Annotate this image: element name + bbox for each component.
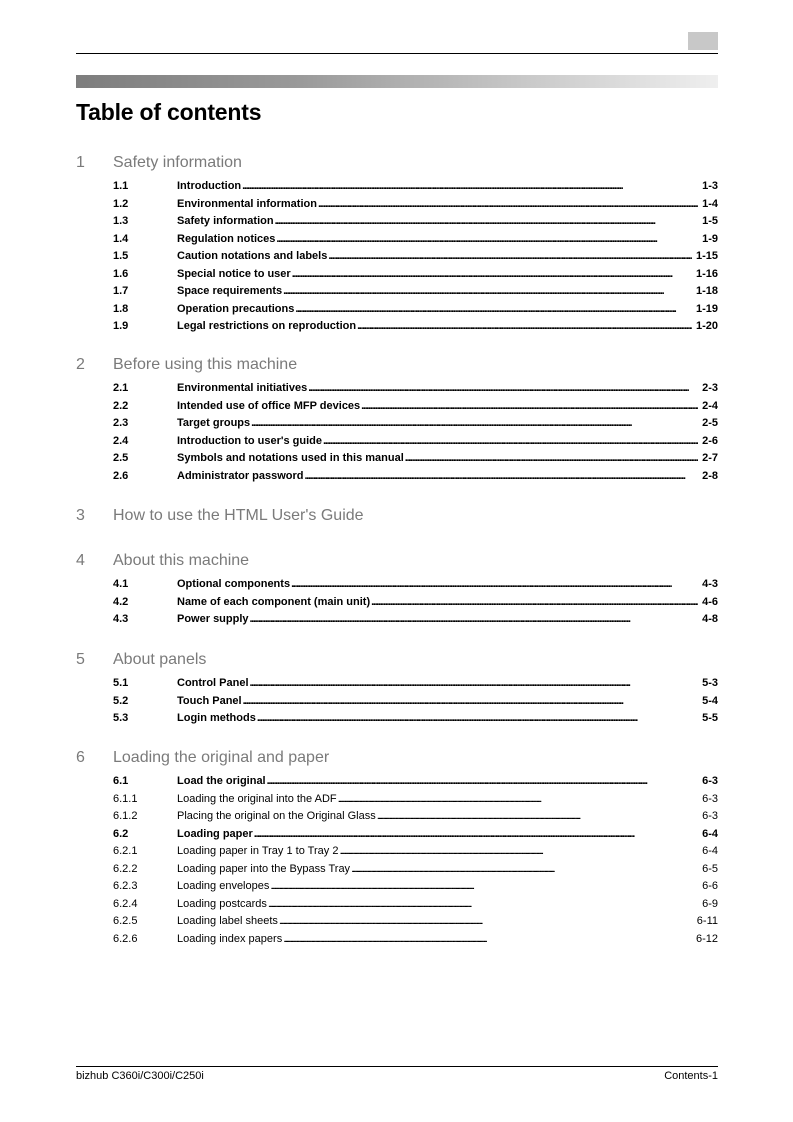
- toc-entry-leader-line: [177, 773, 718, 791]
- dot-leader: [267, 773, 698, 791]
- dot-leader: [283, 283, 692, 301]
- dot-leader: [308, 380, 698, 398]
- toc-entry-number: 2.5: [113, 452, 129, 464]
- toc-entry-leader-line: [177, 433, 718, 451]
- toc-entry-title: Loading paper into the Bypass Tray: [177, 862, 351, 875]
- toc-entry[interactable]: [76, 861, 718, 879]
- toc-entry-page: 5-4: [702, 694, 718, 707]
- toc-entry-page: 6-12: [695, 932, 718, 945]
- toc-entry-page: 2-7: [702, 452, 718, 464]
- dot-leader: [318, 196, 698, 214]
- toc-entry-leader-line: [177, 196, 718, 214]
- chapter-entries: [76, 675, 718, 728]
- dot-leader: [242, 178, 698, 196]
- toc-entry-page: 6-6: [702, 880, 718, 892]
- toc-entry-page: 1-20: [695, 320, 718, 332]
- toc-entry-number: 6.2.1: [113, 845, 138, 857]
- chapter-heading[interactable]: [76, 651, 718, 673]
- toc-entry[interactable]: [76, 380, 718, 398]
- dot-leader: [283, 931, 692, 949]
- footer-page-label: Contents-1: [664, 1070, 718, 1082]
- toc-entry-leader-line: [177, 896, 718, 914]
- toc-entry-page: 2-3: [702, 382, 718, 394]
- chapter-number: 6: [76, 749, 85, 766]
- chapter-heading[interactable]: [76, 154, 718, 176]
- toc-entry-leader-line: [177, 415, 718, 433]
- toc-entry-leader-line: [177, 380, 718, 398]
- toc-entry-number: 5.2: [113, 694, 129, 707]
- chapter-heading[interactable]: [76, 356, 718, 378]
- toc-entry-title: Intended use of office MFP devices: [177, 399, 361, 412]
- toc-entry-leader-line: [177, 693, 718, 711]
- toc-entry-title: Introduction to user's guide: [177, 434, 323, 447]
- header-corner-box: [688, 32, 718, 50]
- toc-entry-number: 6.1: [113, 775, 129, 787]
- toc-entry-title: Loading the original into the ADF: [177, 792, 337, 805]
- toc-entry[interactable]: [76, 415, 718, 433]
- toc-entry[interactable]: [76, 231, 718, 249]
- toc-entry[interactable]: [76, 248, 718, 266]
- toc-entry[interactable]: [76, 878, 718, 896]
- toc-entry-title: Login methods: [177, 712, 256, 724]
- dot-leader: [276, 231, 698, 249]
- chapter-entries: [76, 576, 718, 629]
- toc-entry-number: 6.2.2: [113, 862, 138, 875]
- toc-entry-title: Optional components: [177, 578, 291, 590]
- toc-entry[interactable]: [76, 398, 718, 416]
- toc-entry-page: 1-18: [695, 285, 718, 297]
- toc-entry-title: Power supply: [177, 613, 249, 625]
- toc-entry-number: 1.6: [113, 267, 129, 280]
- toc-entry-title: Environmental information: [177, 197, 317, 210]
- toc-entry-leader-line: [177, 213, 718, 231]
- toc-entry-number: 5.1: [113, 677, 129, 689]
- footer-rule: [76, 1066, 718, 1067]
- toc-entry-leader-line: [177, 710, 718, 728]
- page-title: Table of contents: [76, 99, 262, 125]
- chapter-title: About this machine: [113, 552, 250, 569]
- toc-entry-leader-line: [177, 248, 718, 266]
- toc-entry-leader-line: [177, 843, 718, 861]
- chapter-1: [76, 154, 718, 336]
- toc-entry[interactable]: [76, 913, 718, 931]
- dot-leader: [305, 468, 699, 486]
- toc-entry-page: 6-4: [702, 845, 718, 857]
- toc-entry[interactable]: [76, 196, 718, 214]
- toc-entry-title: Special notice to user: [177, 267, 291, 280]
- toc-entry-leader-line: [177, 861, 718, 879]
- toc-entry-page: 4-3: [702, 578, 718, 590]
- toc-entry-number: 1.8: [113, 302, 129, 315]
- dot-leader: [377, 808, 698, 826]
- toc-entry-number: 2.4: [113, 434, 129, 447]
- toc-entry-number: 6.2.6: [113, 932, 138, 945]
- header-rule: [76, 53, 718, 54]
- toc-entry-number: 5.3: [113, 712, 129, 724]
- toc-entry[interactable]: [76, 266, 718, 284]
- toc-entry-page: 6-4: [702, 827, 718, 840]
- toc-entry-number: 6.2: [113, 827, 129, 840]
- toc-entry-number: 1.1: [113, 180, 129, 192]
- dot-leader: [371, 594, 698, 612]
- chapter-entries: [76, 178, 718, 336]
- toc-entry-number: 6.1.1: [113, 792, 138, 805]
- toc-entry-leader-line: [177, 791, 718, 809]
- chapter-number: 4: [76, 552, 85, 569]
- dot-leader: [405, 450, 698, 468]
- toc-entry-title: Environmental initiatives: [177, 382, 308, 394]
- chapter-number: 3: [76, 507, 85, 524]
- dot-leader: [339, 843, 698, 861]
- dot-leader: [279, 913, 693, 931]
- toc-entry-title: Introduction: [177, 180, 242, 192]
- toc-entry-page: 6-3: [702, 810, 718, 822]
- toc-entry-title: Touch Panel: [177, 694, 242, 707]
- toc-entry-page: 2-4: [702, 399, 718, 412]
- chapter-number: 5: [76, 651, 85, 668]
- toc-entry-number: 1.3: [113, 215, 129, 227]
- toc-entry-title: Symbols and notations used in this manual: [177, 452, 404, 464]
- chapter-2: [76, 356, 718, 485]
- toc-entry[interactable]: [76, 710, 718, 728]
- dot-leader: [338, 791, 698, 809]
- toc-entry-leader-line: [177, 594, 718, 612]
- dot-leader: [250, 611, 699, 629]
- toc-entry-title: Legal restrictions on reproduction: [177, 320, 357, 332]
- header-gradient-bar: [76, 75, 718, 88]
- chapter-heading[interactable]: [76, 507, 718, 529]
- toc-entry-page: 5-3: [702, 677, 718, 689]
- toc-entry-number: 2.3: [113, 417, 129, 429]
- toc-entry[interactable]: [76, 450, 718, 468]
- dot-leader: [292, 266, 692, 284]
- toc-entry-title: Administrator password: [177, 469, 304, 482]
- chapter-title: Safety information: [113, 154, 242, 171]
- toc-entry-title: Loading index papers: [177, 932, 283, 945]
- toc-entry-leader-line: [177, 398, 718, 416]
- toc-entry-leader-line: [177, 231, 718, 249]
- toc-entry[interactable]: [76, 301, 718, 319]
- toc-entry-page: 6-3: [702, 792, 718, 805]
- toc-entry-title: Caution notations and labels: [177, 250, 328, 262]
- chapter-heading[interactable]: [76, 749, 718, 771]
- toc-entry-page: 1-3: [702, 180, 718, 192]
- chapter-3: [76, 507, 718, 529]
- toc-entry-page: 4-6: [702, 595, 718, 608]
- chapter-title: Loading the original and paper: [113, 749, 330, 766]
- toc-entry-title: Placing the original on the Original Glass: [177, 810, 376, 822]
- chapter-title: Before using this machine: [113, 356, 298, 373]
- toc-entry-leader-line: [177, 808, 718, 826]
- dot-leader: [295, 301, 692, 319]
- toc-entry-leader-line: [177, 576, 718, 594]
- chapter-heading[interactable]: [76, 552, 718, 574]
- toc-entry-number: 1.9: [113, 320, 129, 332]
- toc-entry-page: 6-11: [696, 915, 718, 927]
- toc-entry-number: 4.1: [113, 578, 129, 590]
- dot-leader: [268, 896, 698, 914]
- toc-entry-leader-line: [177, 931, 718, 949]
- chapter-title: How to use the HTML User's Guide: [113, 507, 364, 524]
- dot-leader: [275, 213, 699, 231]
- toc-entry[interactable]: [76, 931, 718, 949]
- toc-entry-leader-line: [177, 178, 718, 196]
- toc-entry[interactable]: [76, 808, 718, 826]
- toc-entry-page: 6-9: [702, 897, 718, 910]
- chapter-number: 2: [76, 356, 85, 373]
- toc-entry-page: 1-9: [702, 232, 718, 245]
- toc-entry-title: Loading envelopes: [177, 880, 270, 892]
- toc-entry[interactable]: [76, 611, 718, 629]
- toc-entry-page: 5-5: [702, 712, 718, 724]
- toc-entry-page: 2-8: [702, 469, 718, 482]
- dot-leader: [243, 693, 699, 711]
- toc-entry-page: 4-8: [702, 613, 718, 625]
- toc-entry-page: 1-4: [702, 197, 718, 210]
- toc-entry-leader-line: [177, 878, 718, 896]
- footer-model: bizhub C360i/C300i/C250i: [76, 1070, 204, 1082]
- dot-leader: [257, 710, 698, 728]
- toc-entry-number: 1.7: [113, 285, 129, 297]
- toc-entry-number: 4.3: [113, 613, 129, 625]
- dot-leader: [270, 878, 698, 896]
- toc-entry-title: Loading paper: [177, 827, 253, 840]
- toc-entry[interactable]: [76, 594, 718, 612]
- toc-entry[interactable]: [76, 773, 718, 791]
- toc-entry[interactable]: [76, 791, 718, 809]
- toc-entry-page: 1-16: [695, 267, 718, 280]
- toc-entry[interactable]: [76, 896, 718, 914]
- toc-entry-leader-line: [177, 318, 718, 336]
- toc-entry-number: 2.2: [113, 399, 129, 412]
- chapter-entries: [76, 380, 718, 485]
- toc-entry-leader-line: [177, 468, 718, 486]
- toc-entry-leader-line: [177, 450, 718, 468]
- chapter-title: About panels: [113, 651, 207, 668]
- toc-entry-page: 2-5: [702, 417, 718, 429]
- toc-entry-title: Loading label sheets: [177, 915, 278, 927]
- dot-leader: [291, 576, 698, 594]
- toc-entry-title: Load the original: [177, 775, 266, 787]
- toc-entry-page: 1-19: [695, 302, 718, 315]
- toc-entry-number: 1.5: [113, 250, 129, 262]
- dot-leader: [361, 398, 698, 416]
- toc-entry[interactable]: [76, 178, 718, 196]
- toc-entry-title: Space requirements: [177, 285, 283, 297]
- toc-entry[interactable]: [76, 826, 718, 844]
- toc-entry[interactable]: [76, 318, 718, 336]
- dot-leader: [254, 826, 698, 844]
- toc-entry-number: 1.4: [113, 232, 129, 245]
- toc-entry-title: Regulation notices: [177, 232, 276, 245]
- toc-entry-number: 6.2.5: [113, 915, 138, 927]
- chapter-entries: [76, 773, 718, 948]
- toc-entry[interactable]: [76, 433, 718, 451]
- toc-entry-page: 2-6: [702, 434, 718, 447]
- toc-entry-title: Safety information: [177, 215, 274, 227]
- toc-entry-title: Target groups: [177, 417, 251, 429]
- toc-entry-page: 6-3: [702, 775, 718, 787]
- chapter-4: [76, 552, 718, 629]
- dot-leader: [351, 861, 698, 879]
- toc-entry-title: Loading paper in Tray 1 to Tray 2: [177, 845, 339, 857]
- toc-entry-leader-line: [177, 283, 718, 301]
- chapter-5: [76, 651, 718, 728]
- toc-entry-number: 6.2.3: [113, 880, 138, 892]
- toc-entry-number: 4.2: [113, 595, 129, 608]
- dot-leader: [251, 415, 698, 433]
- toc-entry-page: 6-5: [702, 862, 718, 875]
- toc-entry-leader-line: [177, 913, 718, 931]
- toc-entry-leader-line: [177, 611, 718, 629]
- toc-entry-number: 2.1: [113, 382, 129, 394]
- toc-entry-number: 6.1.2: [113, 810, 138, 822]
- toc-entry-leader-line: [177, 826, 718, 844]
- dot-leader: [323, 433, 698, 451]
- toc-entry-page: 1-15: [695, 250, 718, 262]
- toc-entry[interactable]: [76, 468, 718, 486]
- toc-entry-title: Name of each component (main unit): [177, 595, 371, 608]
- toc-entry-page: 1-5: [702, 215, 718, 227]
- toc-entry-number: 1.2: [113, 197, 129, 210]
- toc-entry-leader-line: [177, 301, 718, 319]
- toc-entry-leader-line: [177, 675, 718, 693]
- toc-entry-number: 2.6: [113, 469, 129, 482]
- toc-entry-title: Control Panel: [177, 677, 249, 689]
- dot-leader: [328, 248, 692, 266]
- toc-entry[interactable]: [76, 576, 718, 594]
- toc-entry[interactable]: [76, 213, 718, 231]
- toc-entry[interactable]: [76, 675, 718, 693]
- dot-leader: [357, 318, 692, 336]
- toc-entry-title: Loading postcards: [177, 897, 267, 910]
- chapter-6: [76, 749, 718, 948]
- chapter-number: 1: [76, 154, 85, 171]
- toc-entry-leader-line: [177, 266, 718, 284]
- dot-leader: [250, 675, 699, 693]
- toc-entry[interactable]: [76, 693, 718, 711]
- toc-entry[interactable]: [76, 283, 718, 301]
- toc-entry[interactable]: [76, 843, 718, 861]
- toc-entry-title: Operation precautions: [177, 302, 295, 315]
- toc-entry-number: 6.2.4: [113, 897, 138, 910]
